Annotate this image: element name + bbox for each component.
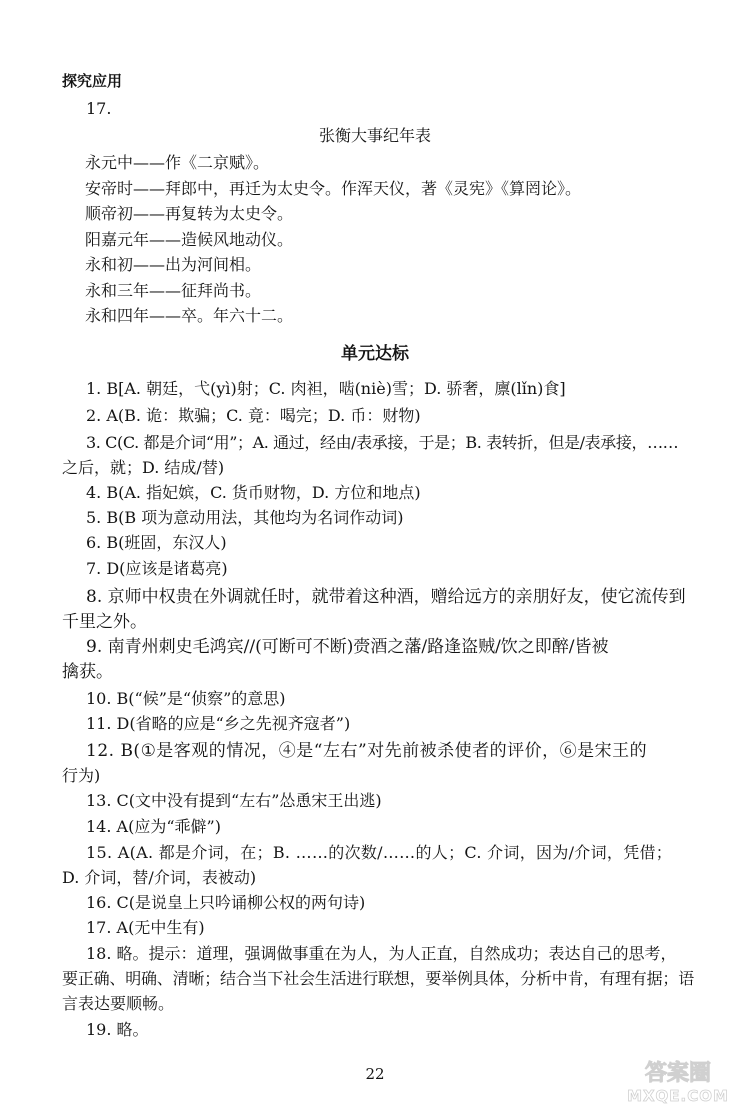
answer-line: 6. B(班固，东汉人) (86, 533, 227, 552)
timeline-item: 永和三年——征拜尚书。 (85, 281, 262, 300)
answer-line: 8. 京师中权贵在外调就任时，就带着这种酒，赠给远方的亲朋好友，使它流传到 (86, 587, 686, 607)
answer-line: 19. 略。 (86, 1020, 149, 1039)
answer-line: 16. C(是说皇上只吟诵柳公权的两句诗) (86, 893, 366, 912)
answer-line: D. 介词，替/介词，表被动) (62, 868, 257, 887)
answer-line: 11. D(省略的应是“乡之先视齐寇者”) (86, 714, 351, 733)
answer-line: 10. B(“候”是“侦察”的意思) (86, 689, 286, 708)
watermark-brand: 答案圈 (644, 1061, 712, 1086)
answer-line: 千里之外。 (62, 612, 147, 632)
section-heading: 探究应用 (62, 72, 123, 90)
timeline-item: 永元中——作《二京赋》。 (85, 153, 270, 172)
answer-line: 1. B[A. 朝廷，弋(yì)射；C. 肉袒，啮(niè)雪；D. 骄奢，廪(lǐn)食] (86, 379, 566, 398)
answer-line: 9. 南青州刺史毛鸿宾//(可断可不断)赍酒之藩/路逢盗贼/饮之即醉/皆被 (86, 637, 609, 657)
timeline-item: 永和初——出为河间相。 (85, 255, 262, 274)
answer-line: 18. 略。提示：道理，强调做事重在为人，为人正直，自然成功；表达自己的思考， (86, 944, 677, 963)
answer-line: 7. D(应该是诸葛亮) (86, 559, 228, 578)
answer-line: 17. A(无中生有) (86, 918, 205, 937)
timeline-item: 永和四年——卒。年六十二。 (85, 306, 294, 325)
answer-line: 15. A(A. 都是介词，在；B. ……的次数/……的人；C. 介词，因为/介词，凭借； (86, 843, 673, 862)
page-number: 22 (365, 1065, 385, 1083)
answer-line: 3. C(C. 都是介词“用”；A. 通过，经由/表承接，于是；B. 表转折，但是/表承接，…… (86, 433, 679, 452)
watermark-url: MXQE.COM (627, 1087, 729, 1105)
answer-line: 5. B(B 项为意动用法，其他均为名词作动词) (86, 508, 404, 527)
answer-line: 12. B(①是客观的情况，④是“左右”对先前被杀使者的评价，⑥是宋王的 (86, 741, 648, 761)
watermark-logo (612, 1056, 744, 1106)
answer-line: 14. A(应为“乖僻”) (86, 817, 221, 836)
answer-line: 言表达要顺畅。 (62, 994, 175, 1013)
timeline-item: 顺帝初——再复转为太史令。 (85, 204, 294, 223)
timeline-item: 阳嘉元年——造候风地动仪。 (85, 230, 294, 249)
answer-line: 4. B(A. 指妃嫔，C. 货币财物，D. 方位和地点) (86, 483, 421, 502)
question-number: 17. (86, 99, 112, 118)
section-title: 单元达标 (341, 344, 409, 364)
answer-line: 要正确、明确、清晰；结合当下社会生活进行联想，要举例具体，分析中肯，有理有据；语 (62, 969, 695, 988)
answer-line: 2. A(B. 诡：欺骗；C. 竟：喝完；D. 币：财物) (86, 406, 421, 425)
answer-line: 行为) (62, 766, 101, 785)
table-title: 张衡大事纪年表 (318, 126, 431, 145)
answer-line: 13. C(文中没有提到“左右”怂恿宋王出逃) (86, 791, 382, 810)
answer-line: 之后，就；D. 结成/替) (62, 458, 225, 477)
answer-line: 擒获。 (62, 662, 113, 682)
timeline-item: 安帝时——拜郎中，再迁为太史令。作浑天仪，著《灵宪》《算罔论》。 (85, 179, 582, 198)
